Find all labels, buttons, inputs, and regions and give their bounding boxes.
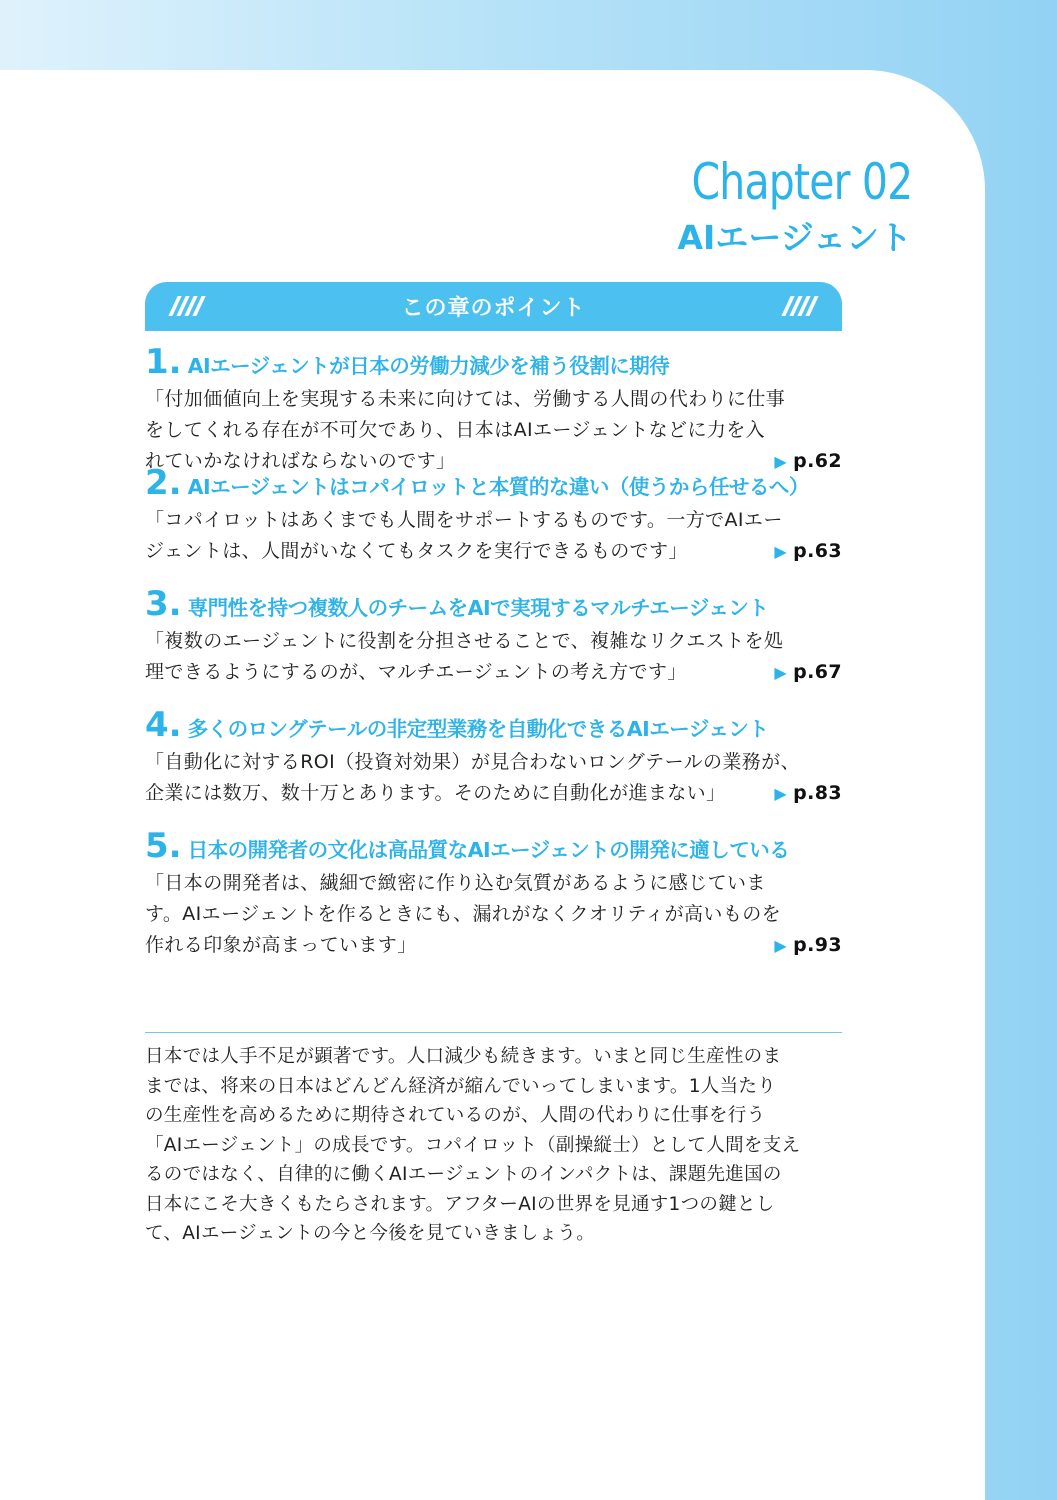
page-reference: ▶ p.83 <box>774 782 842 804</box>
point-number: 2. <box>145 463 182 503</box>
intro-paragraph <box>145 1042 842 1249</box>
point-number: 4. <box>145 705 182 745</box>
quote-line: 「日本の開発者は、繊細で緻密に作り込む気質があるように感じていま <box>145 872 766 894</box>
quote-line: 理できるようにするのが、マルチエージェントの考え方です」 ▶ p.67 <box>145 657 842 688</box>
point-heading <box>145 824 842 868</box>
points-list <box>145 340 842 961</box>
intro-line: 「AIエージェント」の成長です。コパイロット（副操縦士）として人間を支え <box>145 1134 801 1156</box>
quote-line: 「コパイロットはあくまでも人間をサポートするものです。一方でAIエー <box>145 509 783 531</box>
point-heading <box>145 582 842 626</box>
point-title: 多くのロングテールの非定型業務を自動化できるAIエージェント <box>187 717 769 741</box>
quote-line: 作れる印象が高まっています」 ▶ p.93 <box>145 930 842 961</box>
quote-line: れていかなければならないのです」 ▶ p.62 <box>145 446 842 477</box>
quote-line: 企業には数万、数十万とあります。そのために自動化が進まない」 ▶ p.83 <box>145 778 842 809</box>
stripe-decoration-right <box>786 296 814 316</box>
triangle-right-icon: ▶ <box>774 936 788 955</box>
quote-line: ジェントは、人間がいなくてもタスクを実行できるものです」 ▶ p.63 <box>145 536 842 567</box>
intro-line: の生産性を高めるために期待されているのが、人間の代わりに仕事を行う <box>145 1105 766 1126</box>
point-item <box>145 461 842 582</box>
point-title: 日本の開発者の文化は高品質なAIエージェントの開発に適している <box>187 838 790 862</box>
intro-line: 日本では人手不足が顕著です。人口減少も続きます。いまと同じ生産性のま <box>145 1046 782 1067</box>
chapter-header <box>643 152 912 260</box>
triangle-right-icon: ▶ <box>774 784 788 803</box>
section-divider <box>145 1032 842 1033</box>
intro-line: までは、将来の日本はどんどん経済が縮んでいってしまいます。1人当たり <box>145 1075 776 1097</box>
page-reference: ▶ p.67 <box>774 661 842 683</box>
point-title: 専門性を持つ複数人のチームをAIで実現するマルチエージェント <box>187 596 769 620</box>
intro-line: 日本にこそ大きくもたらされます。アフターAIの世界を見通す1つの鍵とし <box>145 1193 775 1215</box>
quote-line: 「付加価値向上を実現する未来に向けては、労働する人間の代わりに仕事 <box>145 388 786 410</box>
point-heading <box>145 340 842 384</box>
quote-line: す。AIエージェントを作るときにも、漏れがなくクオリティが高いものを <box>145 903 782 925</box>
triangle-right-icon: ▶ <box>774 542 788 561</box>
page-reference: ▶ p.63 <box>774 540 842 562</box>
quote-line: をしてくれる存在が不可欠であり、日本はAIエージェントなどに力を入 <box>145 419 766 441</box>
chapter-title: AIエージェント <box>677 218 912 257</box>
point-quote <box>145 626 842 688</box>
point-item <box>145 582 842 703</box>
point-item <box>145 340 842 472</box>
quote-line: 「自動化に対するROI（投資対効果）が見合わないロングテールの業務が、 <box>145 751 801 773</box>
point-heading <box>145 703 842 747</box>
quote-line: 「複数のエージェントに役割を分担させることで、複雑なリクエストを処 <box>145 630 784 652</box>
point-item <box>145 824 842 956</box>
point-title: AIエージェントはコパイロットと本質的な違い（使うから任せるへ） <box>187 475 809 499</box>
intro-line: て、AIエージェントの今と今後を見ていきましょう。 <box>145 1223 596 1244</box>
point-quote <box>145 868 842 961</box>
triangle-right-icon: ▶ <box>774 452 788 471</box>
page-reference: ▶ p.62 <box>774 450 842 472</box>
point-item <box>145 703 842 824</box>
point-quote <box>145 505 842 567</box>
point-quote <box>145 747 842 809</box>
points-banner <box>145 282 842 331</box>
chapter-label: Chapter 02 <box>691 153 912 211</box>
point-number: 1. <box>145 342 182 382</box>
banner-title: この章のポイント <box>401 296 586 321</box>
point-number: 5. <box>145 826 182 866</box>
page-reference: ▶ p.93 <box>774 934 842 956</box>
stripe-decoration-left <box>173 296 201 316</box>
point-title: AIエージェントが日本の労働力減少を補う役割に期待 <box>187 354 670 378</box>
point-number: 3. <box>145 584 182 624</box>
triangle-right-icon: ▶ <box>774 663 788 682</box>
intro-line: るのではなく、自律的に働くAIエージェントのインパクトは、課題先進国の <box>145 1164 782 1185</box>
